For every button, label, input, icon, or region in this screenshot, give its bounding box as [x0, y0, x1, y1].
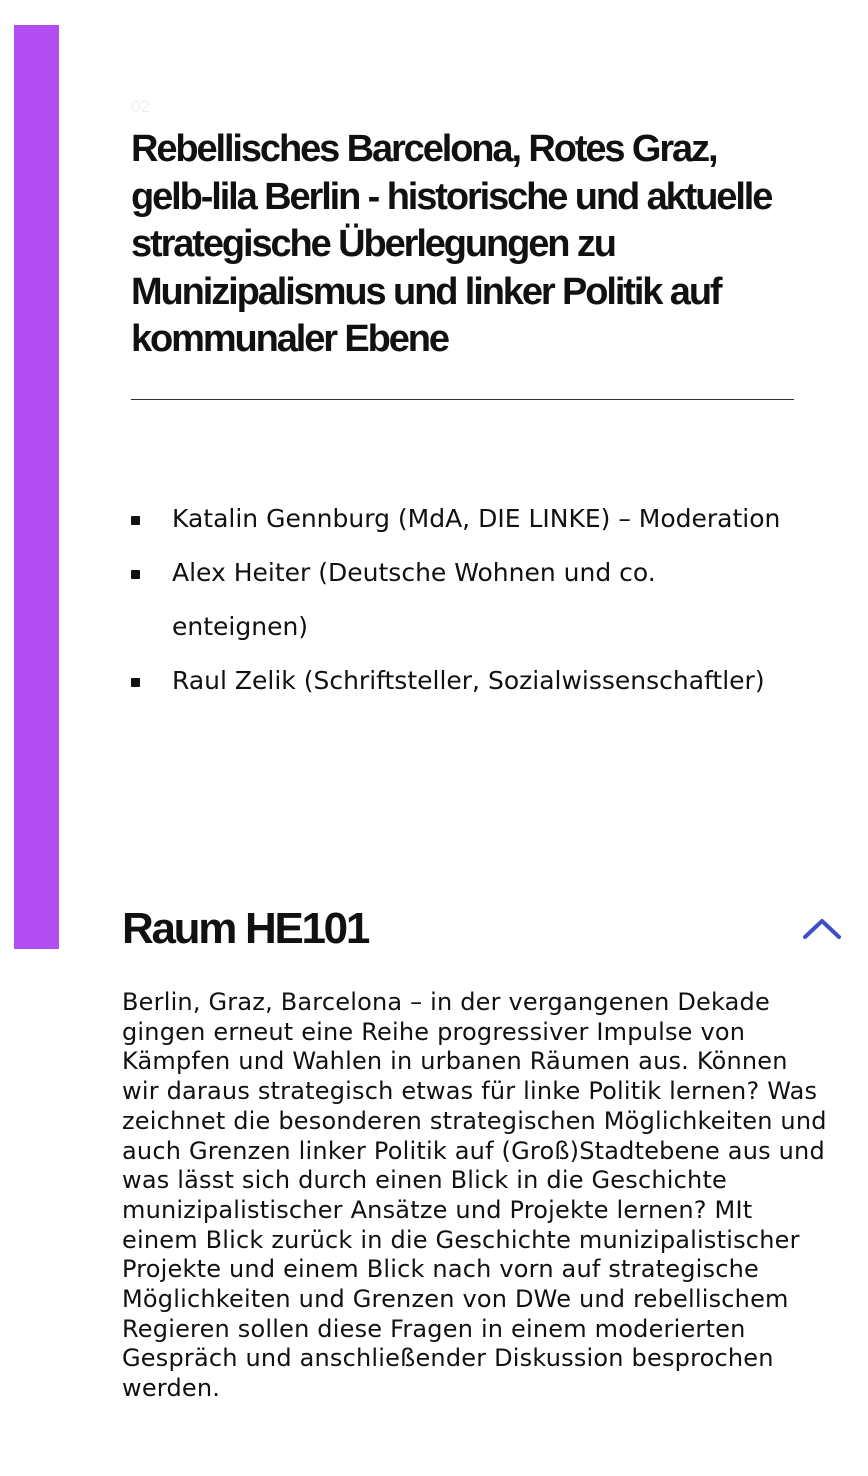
session-title: Rebellisches Barcelona, Rotes Graz, gelb-lila Berlin - historische und aktuelle strategische Überlegungen zu Munizipalismus und linker Politik auf kommunaler Ebene — [131, 128, 772, 360]
speaker-text: Katalin Gennburg (MdA, DIE LINKE) – Moderation — [172, 504, 781, 533]
room-heading: Raum HE101 — [122, 904, 369, 953]
speaker-list-item — [131, 546, 794, 654]
title-divider — [131, 399, 794, 400]
bullet-icon — [131, 516, 140, 525]
speaker-text: Alex Heiter (Deutsche Wohnen und co. enteignen) — [172, 558, 656, 641]
speaker-list — [131, 492, 794, 708]
chevron-up-icon — [800, 912, 844, 946]
speaker-list-item — [131, 654, 794, 708]
bullet-icon — [131, 678, 140, 687]
collapse-toggle-button[interactable] — [800, 912, 844, 946]
speaker-text: Raul Zelik (Schriftsteller, Sozialwissenschaftler) — [172, 666, 765, 695]
bullet-icon — [131, 570, 140, 579]
session-number: 02 — [131, 97, 150, 116]
speaker-list-item — [131, 492, 794, 546]
session-description: Berlin, Graz, Barcelona – in der vergangenen Dekade gingen erneut eine Reihe progressiver Impulse von Kämpfen und Wahlen in urbanen Räumen aus. Können wir daraus strategisch etwas für linke Politik lernen? Was zeichnet die besonderen strategischen Möglichkeiten und auch Grenzen linker Politik auf (Groß)Stadtebene aus und was lässt sich durch einen Blick in die Geschichte munizipalistischer Ansätze und Projekte lernen? MIt einem Blick zurück in die Geschichte munizipalistischer Projekte und einem Blick nach vorn auf strategische Möglichkeiten und Grenzen von DWe und rebellischem Regieren sollen diese Fragen in einem moderierten Gespräch und anschließender Diskussion besprochen werden. — [122, 988, 827, 1403]
session-accent-bar — [14, 25, 59, 949]
